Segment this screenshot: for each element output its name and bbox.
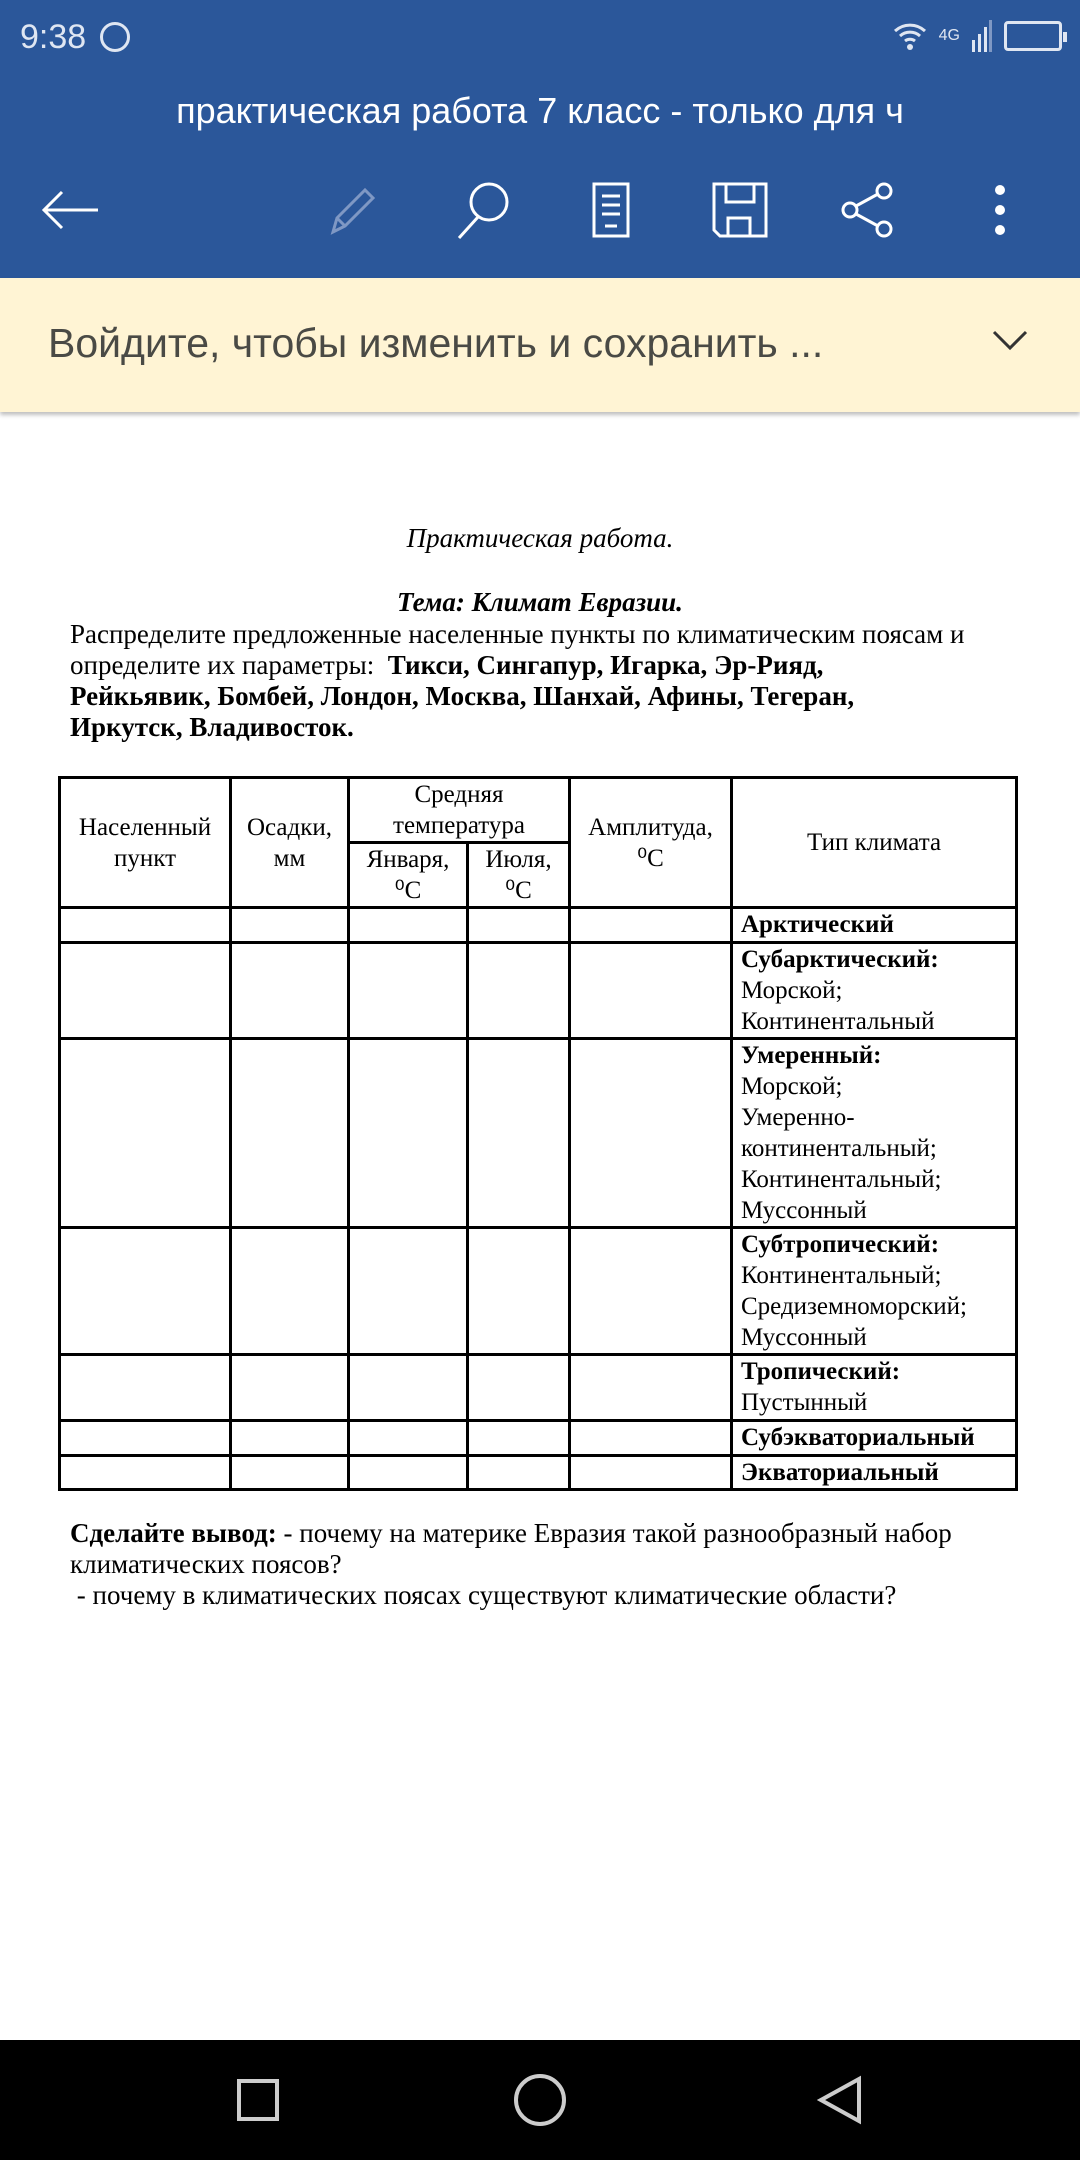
doc-intro-1: Распределите предложенные населенные пункты по климатическим поясам и [70,619,965,649]
empty-cell[interactable] [570,908,732,943]
empty-cell[interactable] [468,1228,570,1355]
alarm-icon [100,22,130,52]
more-options-button[interactable] [965,175,1035,245]
climate-subtype: Средиземноморский; [741,1293,968,1320]
chevron-down-icon[interactable] [990,328,1030,352]
empty-cell[interactable] [468,1355,570,1421]
climate-subtype: Континентальный; [741,1262,942,1289]
conclusion-1: - почему на материке Евразия такой разнообразный набор [276,1518,952,1548]
wifi-icon [893,21,927,51]
save-icon [712,182,768,238]
search-button[interactable] [448,175,518,245]
empty-cell[interactable] [60,1421,231,1456]
battery-icon [1004,21,1062,51]
empty-cell[interactable] [468,1421,570,1456]
empty-cell[interactable] [349,1228,468,1355]
table-row [60,943,1017,1039]
sign-in-banner[interactable] [0,278,1080,412]
empty-cell[interactable] [468,943,570,1039]
climate-belt: Тропический: [741,1358,901,1385]
triangle-back-icon [817,2075,863,2125]
climate-belt: Арктический [741,911,894,938]
empty-cell[interactable] [60,1456,231,1490]
home-button[interactable] [510,2070,570,2130]
empty-cell[interactable] [570,943,732,1039]
empty-cell[interactable] [60,1355,231,1421]
climate-subtype: Континентальный [741,1008,935,1035]
climate-subtype: Муссонный [741,1324,867,1351]
header-type: Тип климата [732,778,1017,908]
status-icons [893,20,1062,52]
status-time: 9:38 [20,18,87,56]
app-bar [0,0,1080,278]
table-row [60,1228,1017,1355]
climate-belt: Субтропический: [741,1231,940,1258]
header-jan: Января, ⁰С [349,843,468,908]
empty-cell[interactable] [231,1456,349,1490]
empty-cell[interactable] [349,1456,468,1490]
doc-topic: Тема: Климат Евразии. [397,587,683,617]
reading-view-button[interactable] [576,175,646,245]
cities-1: Тикси, Сингапур, Игарка, Эр-Рияд, [387,650,824,680]
empty-cell[interactable] [570,1421,732,1456]
system-nav-bar [0,2040,1080,2160]
climate-subtype: континентальный; [741,1135,937,1162]
climate-belt: Экваториальный [741,1459,939,1486]
cities-3: Иркутск, Владивосток. [70,712,354,742]
empty-cell[interactable] [60,908,231,943]
climate-belt: Субэкваториальный [741,1424,975,1451]
empty-cell[interactable] [349,1039,468,1228]
climate-subtype: Пустынный [741,1389,868,1416]
conclusion-label: Сделайте вывод: [70,1518,277,1548]
header-avg-temp: Средняя температура [349,778,570,843]
square-icon [236,2078,280,2122]
climate-belt: Умеренный: [741,1042,882,1069]
empty-cell[interactable] [570,1456,732,1490]
signal-icon [972,20,992,52]
conclusion-2: климатических поясов? [70,1549,342,1579]
back-nav-button[interactable] [810,2070,870,2130]
empty-cell[interactable] [231,908,349,943]
empty-cell[interactable] [468,1456,570,1490]
climate-type-cell [732,1039,1017,1228]
empty-cell[interactable] [231,943,349,1039]
climate-table [58,776,1018,1491]
mobile-view-icon [591,182,631,238]
more-vertical-icon [992,182,1008,238]
doc-intro-2: определите их параметры: [70,650,375,680]
back-button[interactable] [35,175,105,245]
climate-type-cell [732,1355,1017,1421]
header-place: Населенный пункт [60,778,231,908]
header-precip: Осадки, мм [231,778,349,908]
empty-cell[interactable] [468,1039,570,1228]
empty-cell[interactable] [349,908,468,943]
save-button[interactable] [705,175,775,245]
share-icon [840,182,896,238]
edit-button[interactable] [318,175,388,245]
empty-cell[interactable] [231,1228,349,1355]
climate-type-cell [732,1456,1017,1490]
empty-cell[interactable] [468,908,570,943]
sign-in-banner-text: Войдите, чтобы изменить и сохранить ... [48,320,824,366]
empty-cell[interactable] [570,1228,732,1355]
climate-type-cell [732,1421,1017,1456]
climate-type-cell [732,908,1017,943]
empty-cell[interactable] [60,943,231,1039]
table-row [60,1039,1017,1228]
empty-cell[interactable] [570,1355,732,1421]
empty-cell[interactable] [231,1039,349,1228]
doc-heading: Практическая работа. [406,523,674,553]
search-icon [453,180,513,240]
climate-subtype: Умеренно- [741,1104,855,1131]
empty-cell[interactable] [349,943,468,1039]
climate-subtype: Муссонный [741,1197,867,1224]
empty-cell[interactable] [570,1039,732,1228]
climate-type-cell [732,1228,1017,1355]
table-row [60,908,1017,943]
header-jul: Июля, ⁰С [468,843,570,908]
climate-belt: Субарктический: [741,946,939,973]
back-arrow-icon [40,188,100,232]
table-row [60,1421,1017,1456]
empty-cell[interactable] [60,1039,231,1228]
table-row [60,1456,1017,1490]
empty-cell[interactable] [231,1421,349,1456]
empty-cell[interactable] [349,1355,468,1421]
share-button[interactable] [833,175,903,245]
cities-2: Рейкьявик, Бомбей, Лондон, Москва, Шанхай, Афины, Тегеран, [70,681,855,711]
network-label: 4G [938,27,960,44]
document-title: практическая работа 7 класс - только для ч [176,90,904,131]
climate-subtype: Морской; [741,977,843,1004]
recents-button[interactable] [228,2070,288,2130]
empty-cell[interactable] [60,1228,231,1355]
empty-cell[interactable] [231,1355,349,1421]
climate-subtype: Континентальный; [741,1166,942,1193]
pencil-icon [325,182,381,238]
circle-icon [513,2073,567,2127]
climate-subtype: Морской; [741,1073,843,1100]
climate-type-cell [732,943,1017,1039]
header-amplitude: Амплитуда, ⁰С [570,778,732,908]
empty-cell[interactable] [349,1421,468,1456]
conclusion-3: - почему в климатических поясах существуют климатические области? [70,1580,897,1610]
table-row [60,1355,1017,1421]
